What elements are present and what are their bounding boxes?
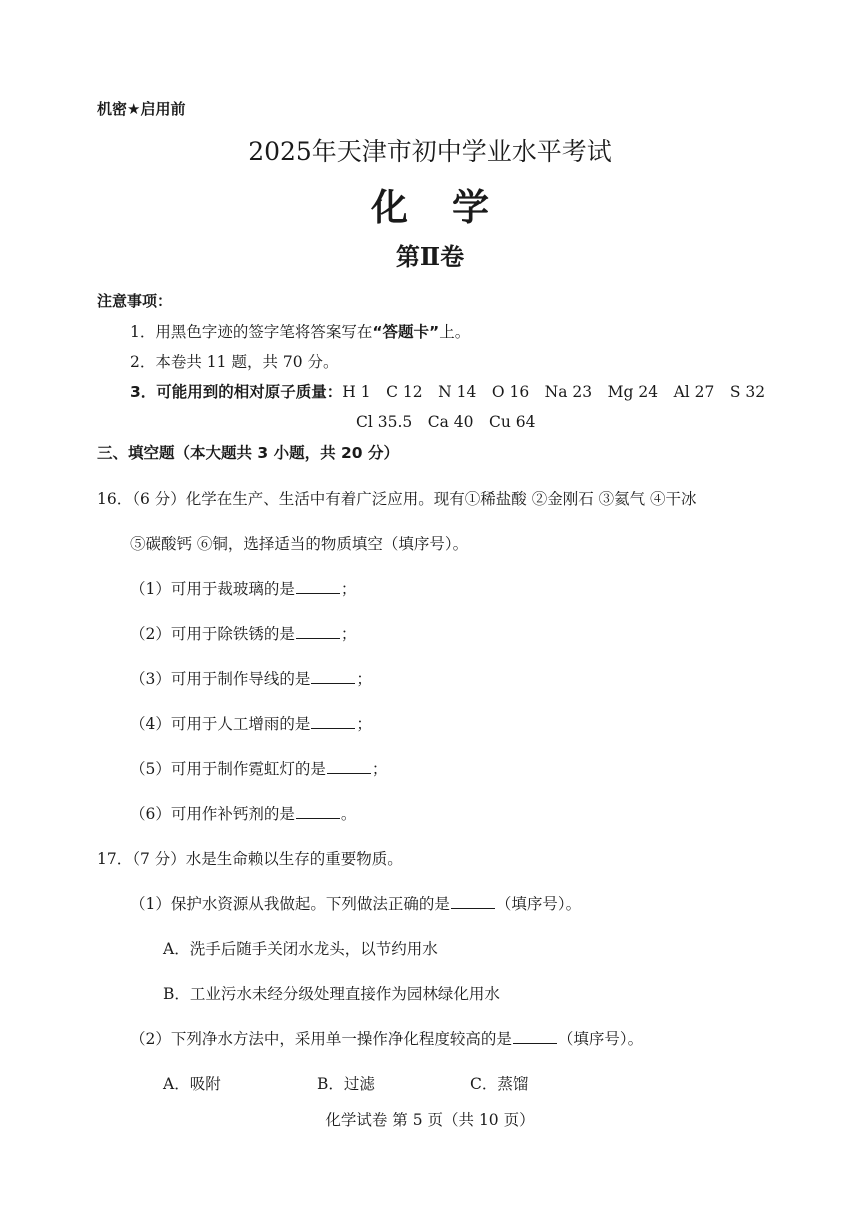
q16-sub-3	[130, 667, 372, 689]
q16-sub-5-text: （5）可用于制作霓虹灯的是	[130, 760, 326, 778]
notice-item-2: 2．本卷共 11 题，共 70 分。	[130, 353, 339, 371]
subject-title: 化学	[371, 186, 533, 229]
answer-blank[interactable]	[296, 804, 340, 819]
q16-stem-line-1: 16．（6 分）化学在生产、生活中有着广泛应用。现有①稀盐酸 ②金刚石 ③氦气 ④干冰	[97, 490, 697, 508]
answer-blank[interactable]	[513, 1029, 557, 1044]
page-footer: 化学试卷 第 5 页（共 10 页）	[325, 1111, 535, 1129]
notice-heading: 注意事项：	[97, 292, 173, 310]
answer-blank[interactable]	[451, 894, 495, 909]
punct: ；	[371, 760, 388, 778]
notice-item-1-text: 1．用黑色字迹的签字笔将答案写在	[130, 323, 373, 341]
notice-item-1	[130, 320, 470, 342]
notice-item-1-end: 上。	[439, 323, 471, 341]
q16-sub-6	[130, 802, 356, 824]
q17-sub-2-text: （2）下列净水方法中，采用单一操作净化程度较高的是	[130, 1030, 512, 1048]
q16-stem-line-2: ⑤碳酸钙 ⑥铜，选择适当的物质填空（填序号）。	[130, 535, 469, 553]
answer-blank[interactable]	[296, 624, 340, 639]
confidential-label: 机密★启用前	[97, 100, 186, 118]
answer-blank[interactable]	[327, 759, 371, 774]
q17-sub-2-end: （填序号）。	[557, 1030, 644, 1048]
q17-sub-2	[130, 1027, 643, 1049]
q16-sub-4	[130, 712, 372, 734]
answer-blank[interactable]	[311, 714, 355, 729]
q16-sub-2	[130, 622, 356, 644]
q17-sub-1-end: （填序号）。	[495, 895, 582, 913]
atomic-mass-label: 3．可能用到的相对原子质量：	[130, 383, 343, 401]
q17-sub-1-text: （1）保护水资源从我做起。下列做法正确的是	[130, 895, 450, 913]
q17-option-b: B．工业污水未经分级处理直接作为园林绿化用水	[163, 985, 500, 1003]
punct: ；	[356, 670, 372, 688]
q17-stem: 17．（7 分）水是生命赖以生存的重要物质。	[97, 850, 403, 868]
q17-option-a: A．洗手后随手关闭水龙头，以节约用水	[163, 940, 438, 958]
q17-sub-1	[130, 892, 581, 914]
answer-blank[interactable]	[296, 579, 340, 594]
q16-sub-3-text: （3）可用于制作导线的是	[130, 670, 311, 688]
notice-item-3	[130, 380, 765, 402]
q17-2-option-c: C．蒸馏	[470, 1075, 529, 1093]
q16-sub-5	[130, 757, 387, 779]
q16-sub-4-text: （4）可用于人工增雨的是	[130, 715, 311, 733]
answer-card-label: “答题卡”	[372, 323, 440, 341]
q16-sub-2-text: （2）可用于除铁锈的是	[130, 625, 295, 643]
atomic-mass-values: H 1 C 12 N 14 O 16 Na 23 Mg 24 Al 27 S 32	[342, 383, 766, 401]
punct: 。	[340, 805, 357, 823]
q17-2-option-a: A．吸附	[163, 1075, 221, 1093]
punct: ；	[340, 580, 357, 598]
answer-blank[interactable]	[311, 669, 355, 684]
q16-sub-1-text: （1）可用于裁玻璃的是	[130, 580, 295, 598]
punct: ；	[340, 625, 357, 643]
volume-title: 第Ⅱ卷	[395, 242, 465, 271]
section-3-heading: 三、填空题（本大题共 3 小题，共 20 分）	[97, 444, 399, 462]
exam-title: 2025年天津市初中学业水平考试	[248, 137, 612, 166]
atomic-mass-values-2: Cl 35.5 Ca 40 Cu 64	[356, 413, 536, 431]
punct: ；	[356, 715, 372, 733]
q16-sub-6-text: （6）可用作补钙剂的是	[130, 805, 295, 823]
q16-sub-1	[130, 577, 356, 599]
q17-2-option-b: B．过滤	[317, 1075, 375, 1093]
